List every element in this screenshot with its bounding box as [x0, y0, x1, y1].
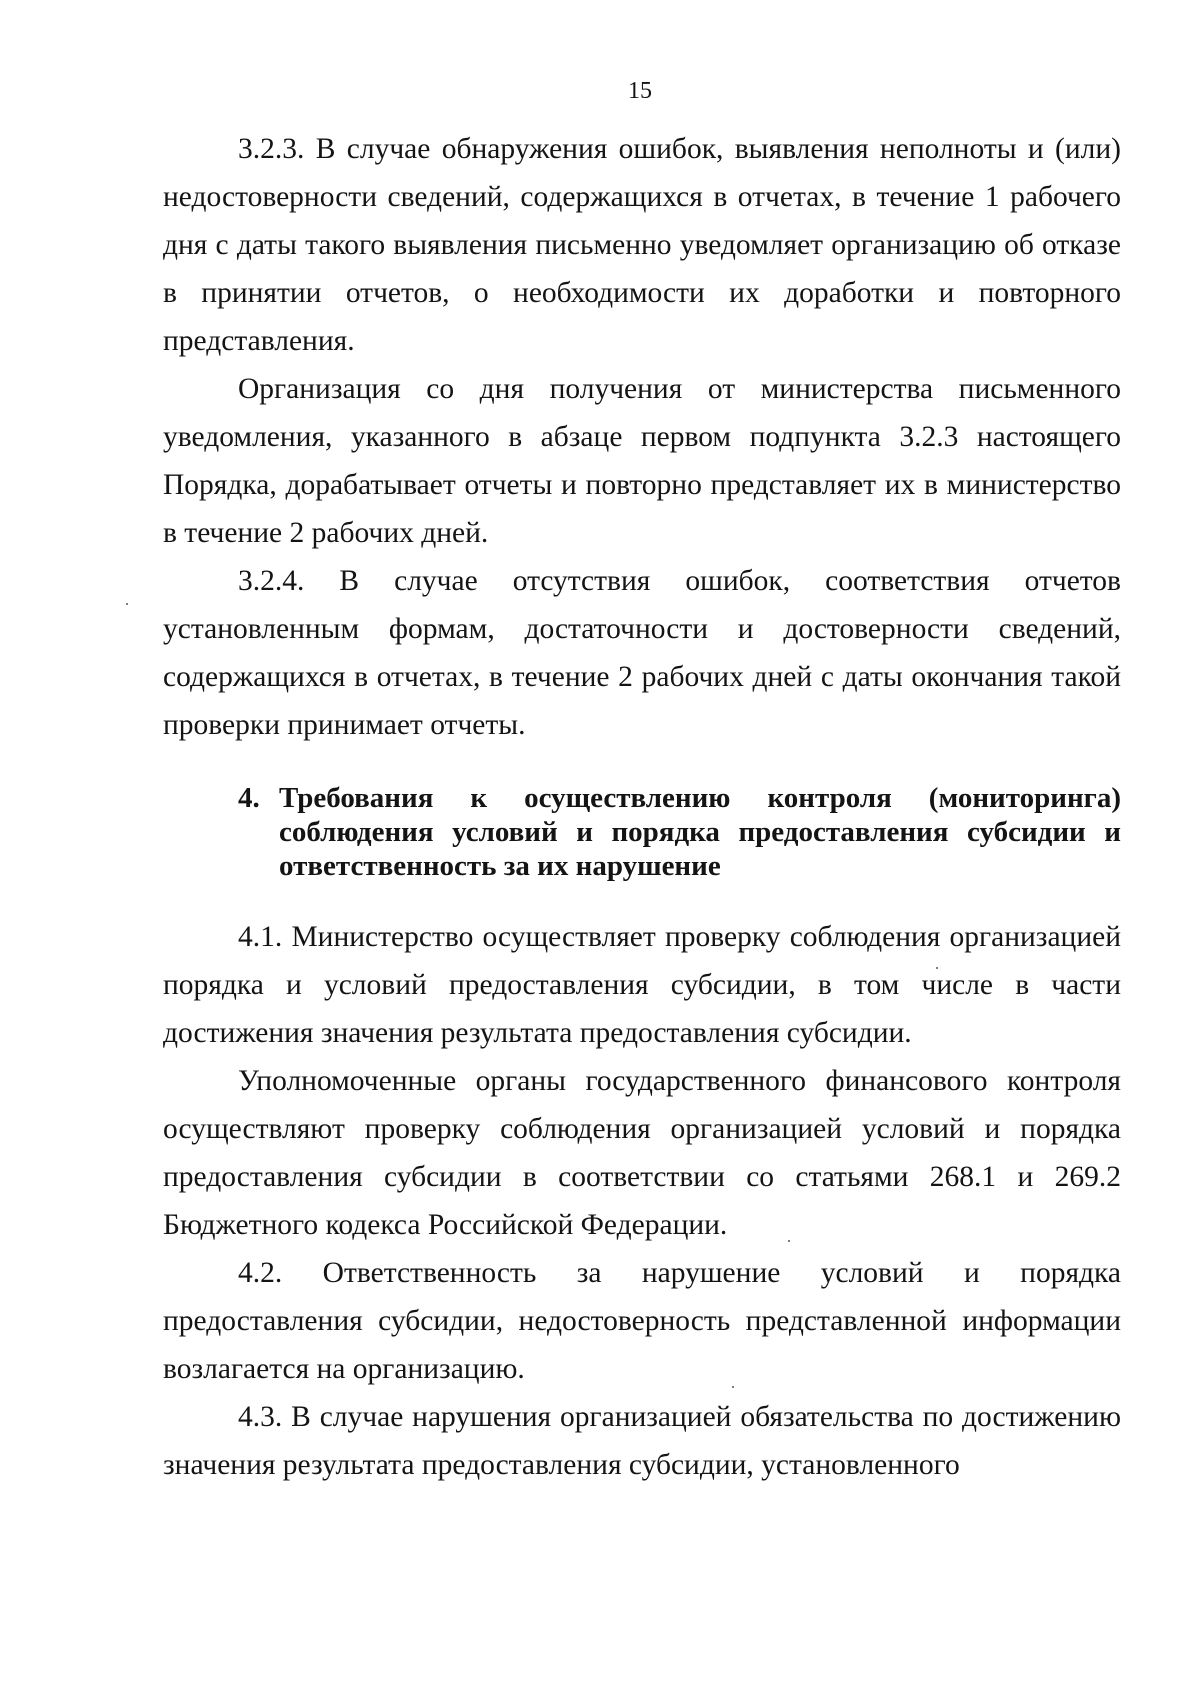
- scan-speck: [126, 603, 128, 605]
- paragraph-4-2: 4.2. Ответственность за нарушение условий и порядка предоставления субсидии, недостоверность представленной информации возлагается на организацию.: [163, 1257, 1121, 1385]
- page-number: 15: [628, 78, 652, 104]
- paragraph-3-2-4: 3.2.4. В случае отсутствия ошибок, соответствия отчетов установленным формам, достаточности и достоверности сведений, содержащихся в отчетах, в течение 2 рабочих дней с даты окончания такой проверки принимает отчеты.: [163, 565, 1121, 741]
- paragraph-4-1: 4.1. Министерство осуществляет проверку соблюдения организацией порядка и условий предоставления субсидии, в том числе в части достижения значения результата предоставления субсидии.: [163, 921, 1121, 1049]
- scan-speck: [732, 1386, 734, 1388]
- paragraph-3-2-3: 3.2.3. В случае обнаружения ошибок, выявления неполноты и (или) недостоверности сведений, содержащихся в отчетах, в течение 1 рабочего дня с даты такого выявления письменно уведомляет организацию об отказе в принятии отчетов, о необходимости их доработки и повторного представления.: [163, 133, 1121, 357]
- section-4-heading: [163, 781, 1121, 883]
- scan-speck: [788, 1240, 790, 1242]
- section-4-title: Требования к осуществлению контроля (мониторинга) соблюдения условий и порядка предоставления субсидии и ответственность за их нарушение: [279, 782, 1121, 882]
- paragraph-4-3: 4.3. В случае нарушения организацией обязательства по достижению значения результата предоставления субсидии, установленного: [163, 1401, 1121, 1481]
- section-4-number: 4.: [238, 782, 260, 814]
- scan-speck: [936, 967, 938, 969]
- paragraph-state-financial-control: Уполномоченные органы государственного финансового контроля осуществляют проверку соблюдения организацией условий и порядка предоставления субсидии в соответствии со статьями 268.1 и 269.2 Бюджетного кодекса Российской Федерации.: [163, 1065, 1121, 1241]
- document-body: [163, 125, 1121, 1489]
- paragraph-organization-rework: Организация со дня получения от министерства письменного уведомления, указанного в абзаце первом подпункта 3.2.3 настоящего Порядка, дорабатывает отчеты и повторно представляет их в министерство в течение 2 рабочих дней.: [163, 373, 1121, 549]
